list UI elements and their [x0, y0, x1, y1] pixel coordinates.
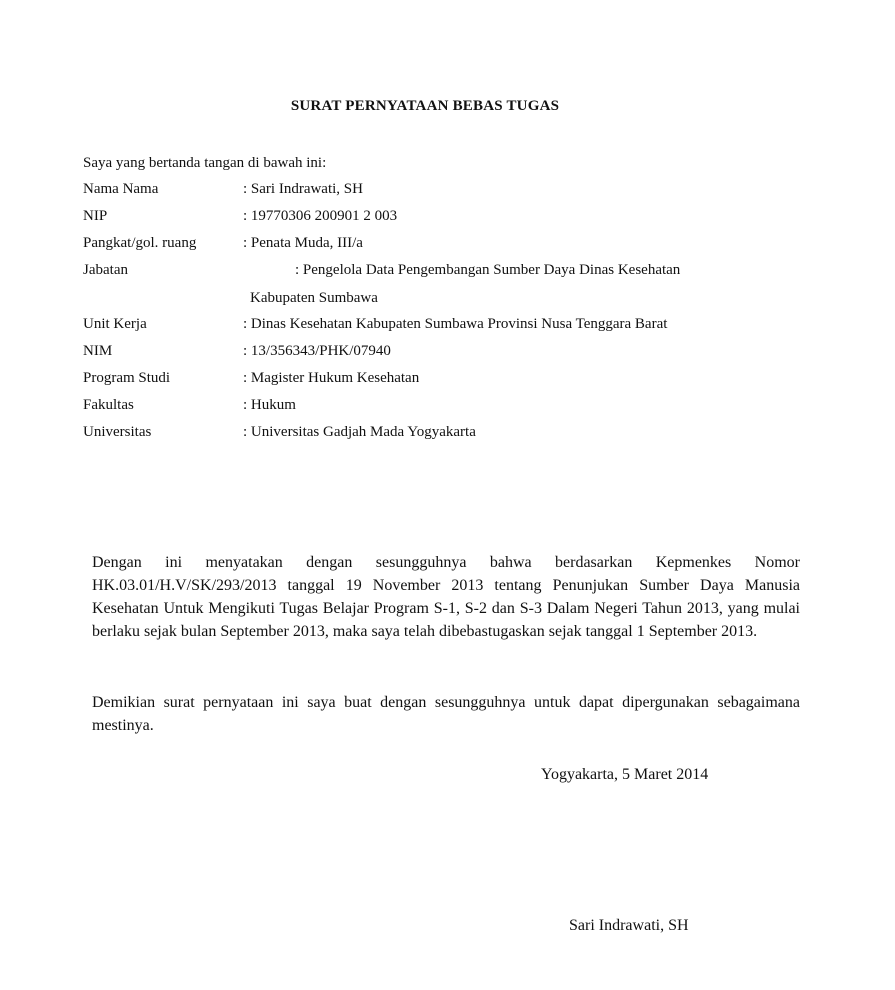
signer-name: Sari Indrawati, SH — [569, 917, 689, 934]
field-value: : 13/356343/PHK/07940 — [243, 343, 391, 359]
field-value: : Magister Hukum Kesehatan — [243, 370, 420, 386]
field-unit-kerja — [83, 316, 667, 333]
intro-text: Saya yang bertanda tangan di bawah ini: — [83, 155, 327, 171]
field-label: Unit Kerja — [83, 316, 147, 332]
field-jabatan-continuation: Kabupaten Sumbawa — [250, 290, 378, 306]
field-universitas — [83, 424, 476, 441]
field-value: : Universitas Gadjah Mada Yogyakarta — [243, 424, 476, 440]
field-value: : Hukum — [243, 397, 296, 413]
field-value: : Penata Muda, III/a — [243, 235, 363, 251]
field-nama — [83, 181, 363, 198]
field-nim — [83, 343, 391, 360]
field-value: : 19770306 200901 2 003 — [243, 208, 398, 224]
field-label: Pangkat/gol. ruang — [83, 235, 197, 251]
field-jabatan — [83, 262, 680, 279]
field-label: NIM — [83, 343, 113, 359]
field-label: Program Studi — [83, 370, 171, 386]
field-fakultas — [83, 397, 296, 414]
field-value: : Sari Indrawati, SH — [243, 181, 363, 197]
closing-paragraph: Demikian surat pernyataan ini saya buat dengan sesungguhnya untuk dapat dipergunakan sebagaimana mestinya. — [92, 694, 800, 734]
field-label: Jabatan — [83, 262, 128, 278]
field-label: Nama Nama — [83, 181, 159, 197]
place-date: Yogyakarta, 5 Maret 2014 — [541, 766, 709, 783]
field-value: : Pengelola Data Pengembangan Sumber Daya Dinas Kesehatan — [295, 262, 681, 278]
statement-paragraph: Dengan ini menyatakan dengan sesungguhnya bahwa berdasarkan Kepmenkes Nomor HK.03.01/H.V/SK/293/2013 tanggal 19 November 2013 tentang Penunjukan Sumber Daya Manusia Kesehatan Untuk Mengikuti Tugas Belajar Program S-1, S-2 dan S-3 Dalam Negeri Tahun 2013, yang mulai berlaku sejak bulan September 2013, maka saya telah dibebastugaskan sejak tanggal 1 September 2013. — [92, 554, 800, 640]
field-label: Fakultas — [83, 397, 134, 413]
field-label: NIP — [83, 208, 108, 224]
letter-title: SURAT PERNYATAAN BEBAS TUGAS — [290, 98, 560, 114]
field-value: : Dinas Kesehatan Kabupaten Sumbawa Provinsi Nusa Tenggara Barat — [243, 316, 668, 332]
field-label: Universitas — [83, 424, 152, 440]
field-program-studi — [83, 370, 419, 387]
field-pangkat — [83, 235, 363, 252]
field-nip — [83, 208, 397, 225]
